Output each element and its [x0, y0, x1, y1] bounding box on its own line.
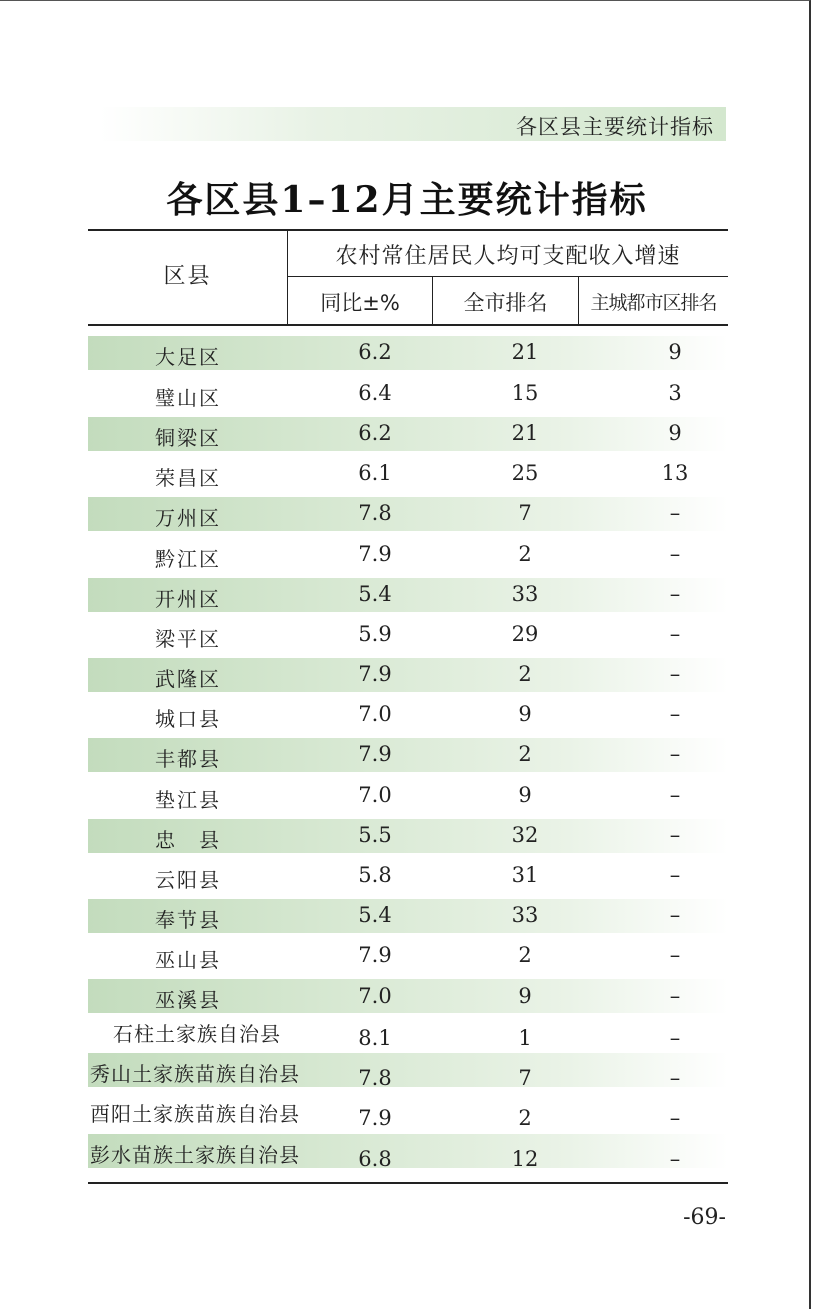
yoy-value: 7.8	[358, 1066, 392, 1090]
running-header: 各区县主要统计指标	[516, 115, 714, 139]
yoy-value: 5.4	[358, 903, 392, 927]
city-rank-value: 2	[518, 662, 532, 686]
region-name: 梁平区	[155, 627, 221, 651]
yoy-value: 6.1	[358, 461, 392, 485]
metro-rank-value: –	[669, 662, 681, 686]
city-rank-value: 12	[511, 1147, 539, 1171]
city-rank-value: 15	[511, 381, 539, 405]
metro-rank-value: –	[669, 984, 681, 1008]
region-name: 武隆区	[155, 667, 221, 691]
region-name: 秀山土家族苗族自治县	[90, 1062, 300, 1086]
city-rank-value: 7	[518, 1066, 532, 1090]
yoy-value: 5.4	[358, 582, 392, 606]
column-header-metro-rank: 主城都市区排名	[590, 292, 717, 314]
yoy-value: 5.8	[358, 863, 392, 887]
page-title: 各区县1–12月主要统计指标	[166, 179, 648, 221]
city-rank-value: 25	[511, 461, 539, 485]
metro-rank-value: –	[669, 1026, 681, 1050]
table-top-rule	[88, 229, 728, 231]
metro-rank-value: –	[669, 1106, 681, 1130]
running-header-band	[100, 107, 726, 141]
city-rank-value: 2	[518, 742, 532, 766]
header-bottom-rule	[88, 324, 728, 326]
region-name: 璧山区	[155, 386, 221, 410]
region-name: 大足区	[155, 345, 221, 369]
yoy-value: 6.2	[358, 421, 392, 445]
yoy-value: 6.8	[358, 1147, 392, 1171]
metro-rank-value: –	[669, 501, 681, 525]
yoy-value: 7.9	[358, 1106, 392, 1130]
metro-rank-value: –	[669, 1066, 681, 1090]
yoy-value: 6.4	[358, 381, 392, 405]
region-name: 万州区	[155, 506, 221, 530]
region-name: 巫溪县	[155, 988, 221, 1012]
yoy-value: 7.0	[358, 984, 392, 1008]
metro-rank-value: –	[669, 542, 681, 566]
city-rank-value: 9	[518, 702, 532, 726]
metro-rank-value: –	[669, 943, 681, 967]
table-bottom-rule	[88, 1182, 728, 1184]
metro-rank-value: –	[669, 863, 681, 887]
region-name: 彭水苗族土家族自治县	[90, 1143, 300, 1167]
metro-rank-value: 3	[668, 381, 682, 405]
column-group-header: 农村常住居民人均可支配收入增速	[335, 244, 681, 269]
metro-rank-value: 9	[668, 340, 682, 364]
city-rank-value: 9	[518, 984, 532, 1008]
region-name: 丰都县	[155, 747, 221, 771]
region-name: 开州区	[155, 587, 221, 611]
region-name: 石柱土家族自治县	[113, 1022, 281, 1046]
column-header-yoy: 同比±%	[320, 291, 400, 315]
region-name: 酉阳土家族苗族自治县	[90, 1102, 300, 1126]
city-rank-value: 9	[518, 783, 532, 807]
region-name: 巫山县	[155, 948, 221, 972]
yoy-value: 7.0	[358, 702, 392, 726]
yoy-value: 7.9	[358, 662, 392, 686]
metro-rank-value: 13	[661, 461, 689, 485]
city-rank-value: 29	[511, 622, 539, 646]
yoy-value: 8.1	[358, 1026, 392, 1050]
page-number: -69-	[683, 1205, 726, 1230]
metro-rank-value: –	[669, 783, 681, 807]
city-rank-value: 7	[518, 501, 532, 525]
yoy-value: 7.9	[358, 742, 392, 766]
city-rank-value: 1	[518, 1026, 532, 1050]
region-name: 奉节县	[155, 908, 221, 932]
metro-rank-value: –	[669, 903, 681, 927]
yoy-value: 7.9	[358, 542, 392, 566]
yoy-value: 7.0	[358, 783, 392, 807]
metro-rank-value: –	[669, 702, 681, 726]
column-header-city-rank: 全市排名	[463, 291, 548, 315]
city-rank-value: 21	[511, 421, 539, 445]
city-rank-value: 32	[511, 823, 539, 847]
city-rank-value: 21	[511, 340, 539, 364]
yoy-value: 6.2	[358, 340, 392, 364]
region-name: 垫江县	[155, 788, 221, 812]
metro-rank-value: –	[669, 1147, 681, 1171]
city-rank-value: 2	[518, 1106, 532, 1130]
region-name: 荣昌区	[155, 466, 221, 490]
city-rank-value: 31	[511, 863, 539, 887]
metro-rank-value: 9	[668, 421, 682, 445]
header-mid-rule	[288, 276, 728, 277]
city-rank-value: 2	[518, 542, 532, 566]
region-name: 云阳县	[155, 868, 221, 892]
metro-rank-value: –	[669, 823, 681, 847]
region-name: 忠 县	[155, 828, 221, 852]
yoy-value: 7.9	[358, 943, 392, 967]
yoy-value: 7.8	[358, 501, 392, 525]
region-name: 城口县	[155, 707, 221, 731]
metro-rank-value: –	[669, 622, 681, 646]
metro-rank-value: –	[669, 742, 681, 766]
city-rank-value: 2	[518, 943, 532, 967]
region-name: 铜梁区	[155, 426, 221, 450]
metro-rank-value: –	[669, 582, 681, 606]
region-name: 黔江区	[155, 547, 221, 571]
yoy-value: 5.5	[358, 823, 392, 847]
city-rank-value: 33	[511, 582, 539, 606]
column-header-region: 区县	[163, 264, 212, 289]
city-rank-value: 33	[511, 903, 539, 927]
yoy-value: 5.9	[358, 622, 392, 646]
